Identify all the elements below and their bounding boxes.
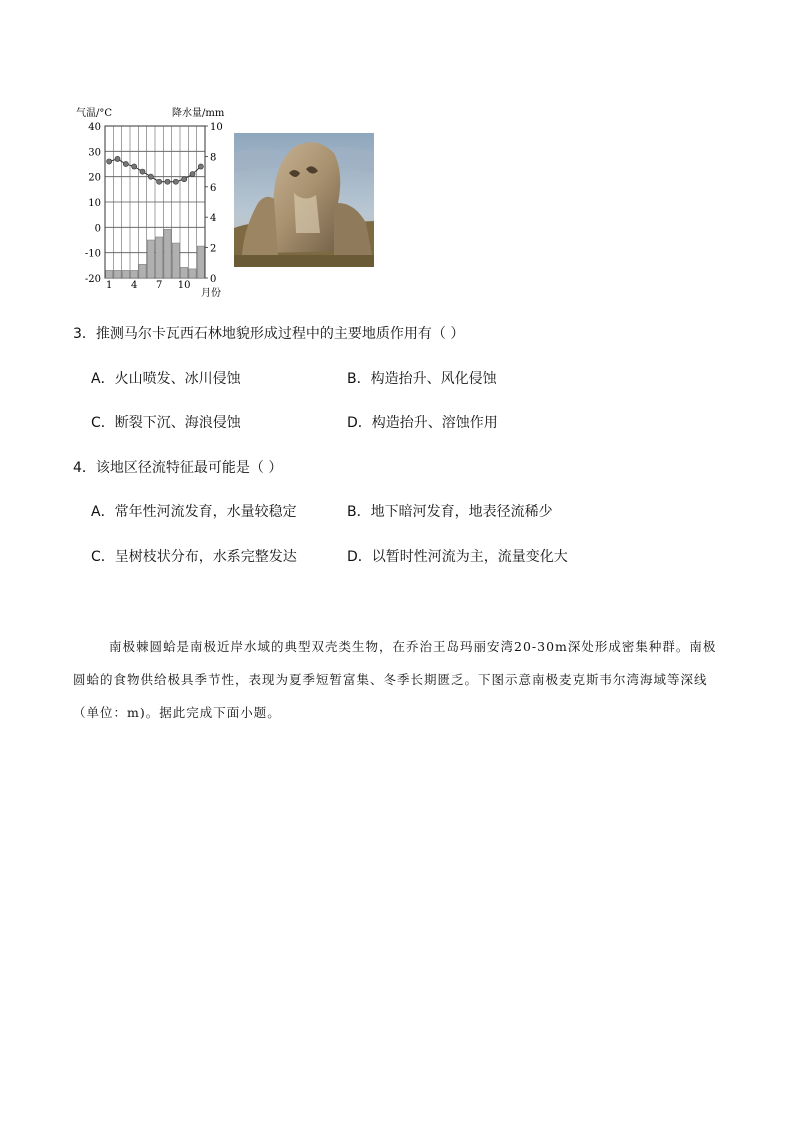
precip-bar: [156, 237, 163, 278]
temperature-point: [107, 159, 112, 164]
temperature-point: [115, 156, 120, 161]
rock-formation-photo: [234, 133, 374, 267]
rock-formation-image: [234, 133, 374, 267]
climate-chart: [70, 100, 240, 305]
left-tick-label: 10: [88, 198, 101, 209]
temperature-point: [132, 164, 137, 169]
precip-bar: [139, 264, 146, 278]
right-tick-label: 8: [210, 152, 217, 164]
temperature-point: [157, 179, 162, 184]
precip-bar: [189, 269, 196, 278]
precip-bar: [147, 240, 154, 278]
left-tick-label: 30: [88, 147, 101, 159]
temperature-point: [198, 164, 203, 169]
left-tick-label: 40: [88, 122, 101, 133]
right-axis-label: 降水量/mm: [172, 108, 225, 119]
question-3-option-d[interactable]: D．构造抬升、溶蚀作用: [347, 415, 498, 431]
left-tick-label: 20: [88, 172, 101, 184]
x-tick-label: 10: [177, 280, 191, 291]
temperature-point: [165, 179, 170, 184]
question-3-option-a[interactable]: A．火山喷发、冰川侵蚀: [91, 371, 241, 387]
right-tick-label: 10: [210, 122, 223, 133]
precip-bar: [122, 270, 129, 278]
right-tick-label: 4: [210, 213, 217, 225]
right-tick-label: 0: [210, 274, 217, 285]
temperature-point: [123, 161, 128, 166]
climate-chart-svg: [70, 100, 240, 305]
precip-bar: [181, 267, 188, 278]
precip-bar: [131, 270, 138, 278]
reading-passage: 南极棘圆蛤是南极近岸水域的典型双壳类生物，在乔治王岛玛丽安湾20-30m深处形成密集种群。南极圆蛤的食物供给极具季节性，表现为夏季短暂富集、冬季长期匮乏。下图示意南极麦克斯韦尔湾海域等深线（单位：m)。据此完成下面小题。: [73, 639, 717, 720]
precip-bar: [172, 243, 179, 278]
x-tick-label: 4: [130, 280, 138, 291]
temperature-point: [173, 179, 178, 184]
x-tick-label: 1: [105, 280, 113, 291]
x-tick-label: 7: [155, 280, 163, 291]
left-axis-label: 气温/°C: [76, 108, 113, 119]
left-tick-label: 0: [94, 223, 101, 235]
precip-bar: [164, 229, 171, 278]
question-4-option-d[interactable]: D．以暂时性河流为主，流量变化大: [347, 549, 568, 565]
left-tick-label: -10: [84, 248, 101, 260]
temperature-point: [190, 172, 195, 177]
question-4-stem: 4．该地区径流特征最可能是（ ）: [73, 460, 283, 476]
question-4-option-c[interactable]: C．呈树枝状分布，水系完整发达: [91, 549, 297, 565]
temperature-point: [182, 177, 187, 182]
question-4-option-a[interactable]: A．常年性河流发育，水量较稳定: [91, 504, 297, 520]
left-tick-label: -20: [84, 274, 101, 285]
temperature-point: [148, 174, 153, 179]
precip-bar: [197, 246, 204, 278]
x-unit-label: 月份: [201, 288, 221, 299]
temperature-point: [140, 169, 145, 174]
question-3-option-b[interactable]: B．构造抬升、风化侵蚀: [347, 371, 497, 387]
precip-bar: [106, 270, 113, 278]
precip-bar: [114, 270, 121, 278]
question-4-option-b[interactable]: B．地下暗河发育，地表径流稀少: [347, 504, 553, 520]
question-3-option-c[interactable]: C．断裂下沉、海浪侵蚀: [91, 415, 241, 431]
question-3-stem: 3．推测马尔卡瓦西石林地貌形成过程中的主要地质作用有（ ）: [73, 326, 465, 342]
right-tick-label: 2: [210, 243, 217, 255]
right-tick-label: 6: [210, 182, 217, 194]
